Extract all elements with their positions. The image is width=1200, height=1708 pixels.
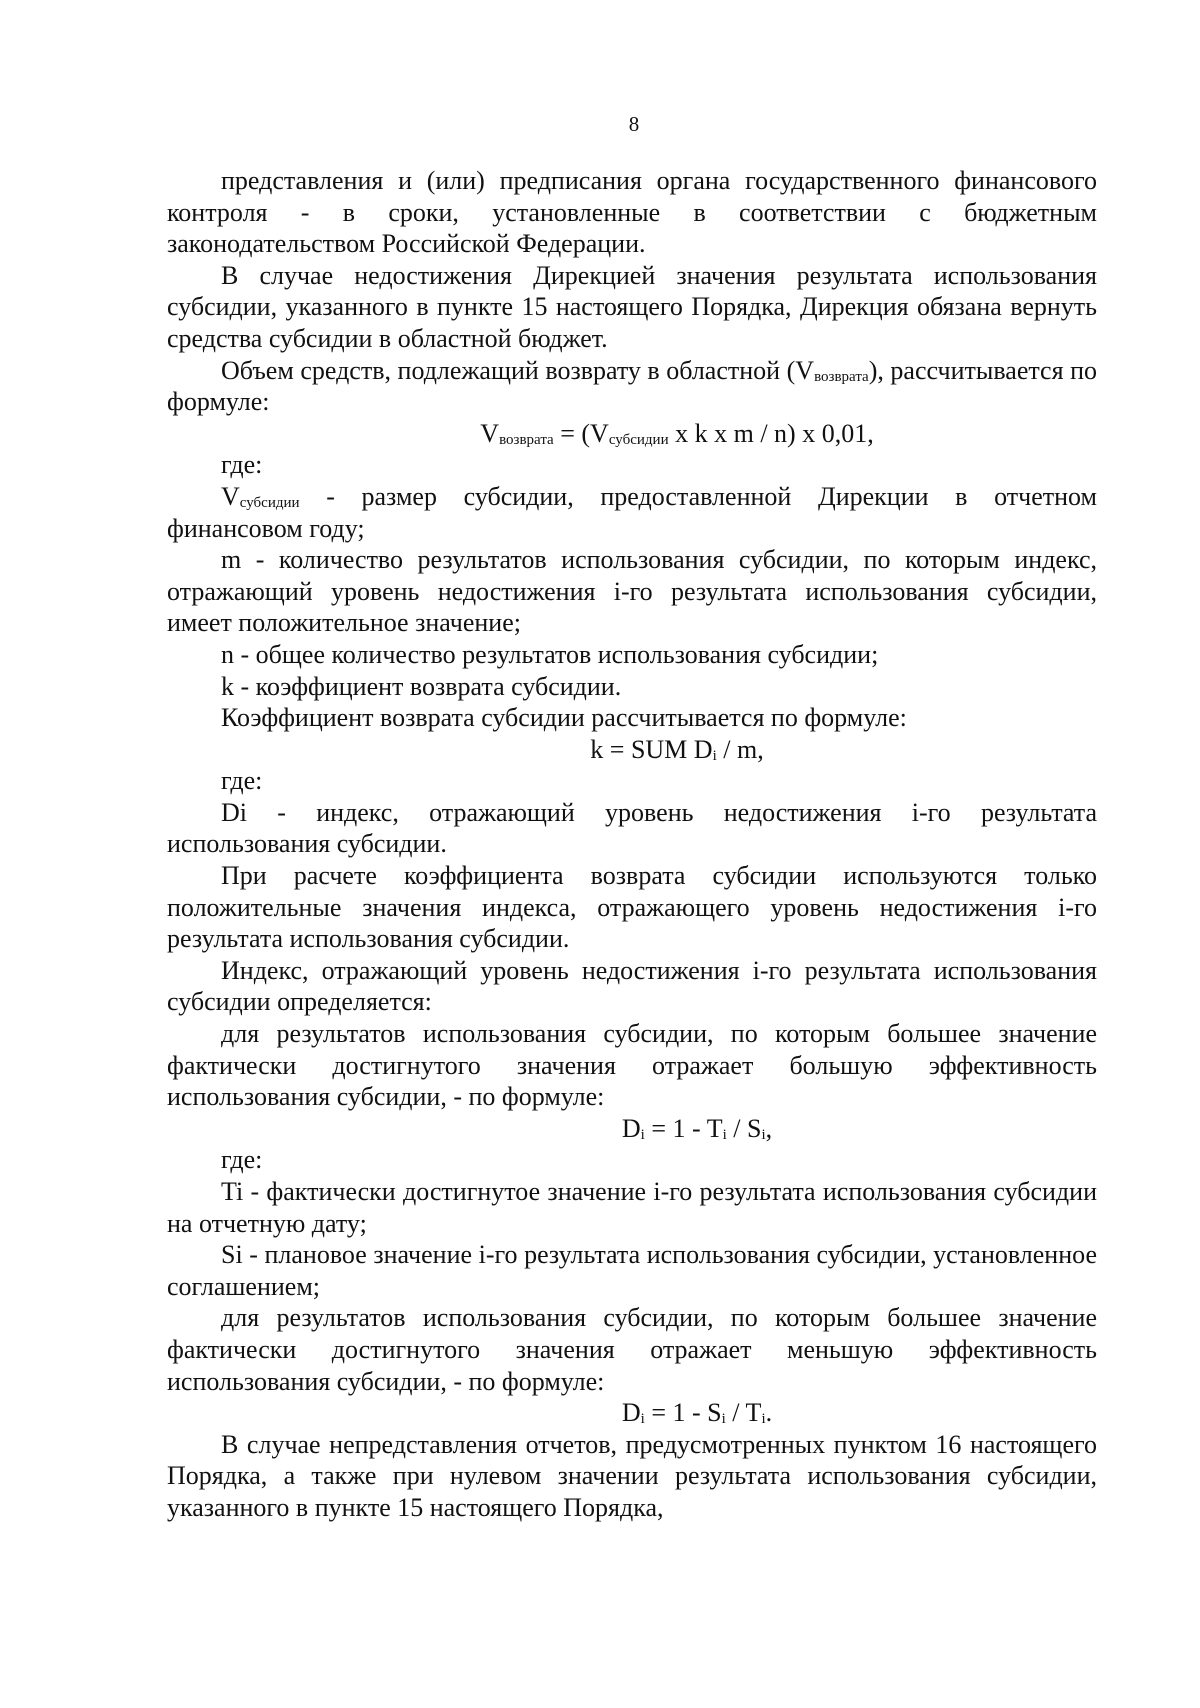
formula-di-2 [167, 1397, 1097, 1429]
formula-k [167, 734, 1097, 766]
formula-1-sub-subsidy: субсидии [608, 431, 669, 448]
formula-3-end: , [765, 1113, 773, 1143]
formula-4-s: = 1 - S [644, 1398, 722, 1428]
formula-3-d: D [621, 1113, 641, 1143]
paragraph-1: представления и (или) предписания органа государственного финансового контроля - в сроки, установленные в соответствии с бюджетным законодательством Российской Федерации. [167, 166, 1097, 259]
formula-4-sub-2: i [721, 1411, 726, 1428]
paragraph-4: Коэффициент возврата субсидии рассчитывается по формуле: [221, 703, 907, 733]
formula-2-end: / m, [716, 734, 764, 764]
definition-v-subsidy [167, 481, 1097, 544]
definition-si: Si - плановое значение i-го результата использования субсидии, установленное соглашением; [167, 1240, 1097, 1301]
where-label-1: где: [221, 450, 263, 480]
where-label-2: где: [221, 766, 263, 796]
formula-3-sub-2: i [722, 1126, 727, 1143]
definition-1-v: V [221, 481, 240, 511]
formula-3-sub-3: i [761, 1126, 766, 1143]
formula-1-sub-return: возврата [499, 431, 554, 448]
paragraph-9: В случае непредставления отчетов, предусмотренных пунктом 16 настоящего Порядка, а также при нулевом значении результата использования субсидии, указанного в пункте 15 настоящего Порядка, [167, 1429, 1097, 1522]
formula-4-sub-3: i [761, 1411, 766, 1428]
formula-4-sub-1: i [640, 1411, 645, 1428]
definition-di: Di - индекс, отражающий уровень недостижения i-го результата использования субсидии. [167, 797, 1097, 859]
definition-m: m - количество результатов использования субсидии, по которым индекс, отражающий уровень недостижения i-го результата использования субсидии, имеет положительное значение; [167, 545, 1097, 638]
document-body [167, 165, 1097, 1524]
definition-1-subscript: субсидии [239, 494, 300, 511]
paragraph-2: В случае недостижения Дирекцией значения результата использования субсидии, указанного в пункте 15 настоящего Порядка, Дирекция обязана вернуть средства субсидии в областной бюджет. [167, 260, 1097, 353]
formula-2-start: k = SUM D [590, 734, 713, 764]
formula-4-t: / T [725, 1398, 762, 1428]
paragraph-6: Индекс, отражающий уровень недостижения i-го результата использования субсидии определяется: [167, 955, 1097, 1017]
formula-3-sub-1: i [640, 1126, 645, 1143]
page-number: 8 [628, 112, 640, 136]
where-label-3: где: [221, 1145, 263, 1175]
formula-4-end: . [765, 1398, 773, 1428]
paragraph-8: для результатов использования субсидии, по которым большее значение фактически достигнутого значения отражает меньшую эффективность использования субсидии, - по формуле: [167, 1303, 1097, 1396]
definition-ti: Ti - фактически достигнутое значение i-го результата использования субсидии на отчетную дату; [167, 1177, 1097, 1238]
formula-1-v: V [480, 418, 500, 448]
formula-3-s: / S [726, 1113, 762, 1143]
formula-3-t: = 1 - T [644, 1113, 723, 1143]
formula-1-mid: = (V [553, 418, 609, 448]
definition-1-text: - размер субсидии, предоставленной Дирекции в отчетном финансовом году; [167, 481, 1097, 543]
definition-k: k - коэффициент возврата субсидии. [221, 671, 622, 701]
paragraph-3-text-start: Объем средств, подлежащий возврату в областной (V [221, 355, 815, 385]
formula-v-return [167, 418, 1097, 450]
paragraph-3-text-end: ), рассчитывается по формуле: [167, 355, 1097, 417]
paragraph-7: для результатов использования субсидии, по которым большее значение фактически достигнутого значения отражает большую эффективность использования субсидии, - по формуле: [167, 1019, 1097, 1112]
definition-n: n - общее количество результатов использования субсидии; [221, 639, 879, 669]
paragraph-3 [167, 355, 1097, 418]
paragraph-5: При расчете коэффициента возврата субсидии используются только положительные значения индекса, отражающего уровень недостижения i-го результата использования субсидии. [167, 861, 1097, 954]
formula-1-rest: x k x m / n) x 0,01, [668, 418, 874, 448]
formula-di-1 [167, 1113, 1097, 1145]
formula-4-d: D [621, 1398, 641, 1428]
formula-2-subscript: i [712, 747, 717, 764]
paragraph-3-subscript: возврата [814, 368, 869, 385]
